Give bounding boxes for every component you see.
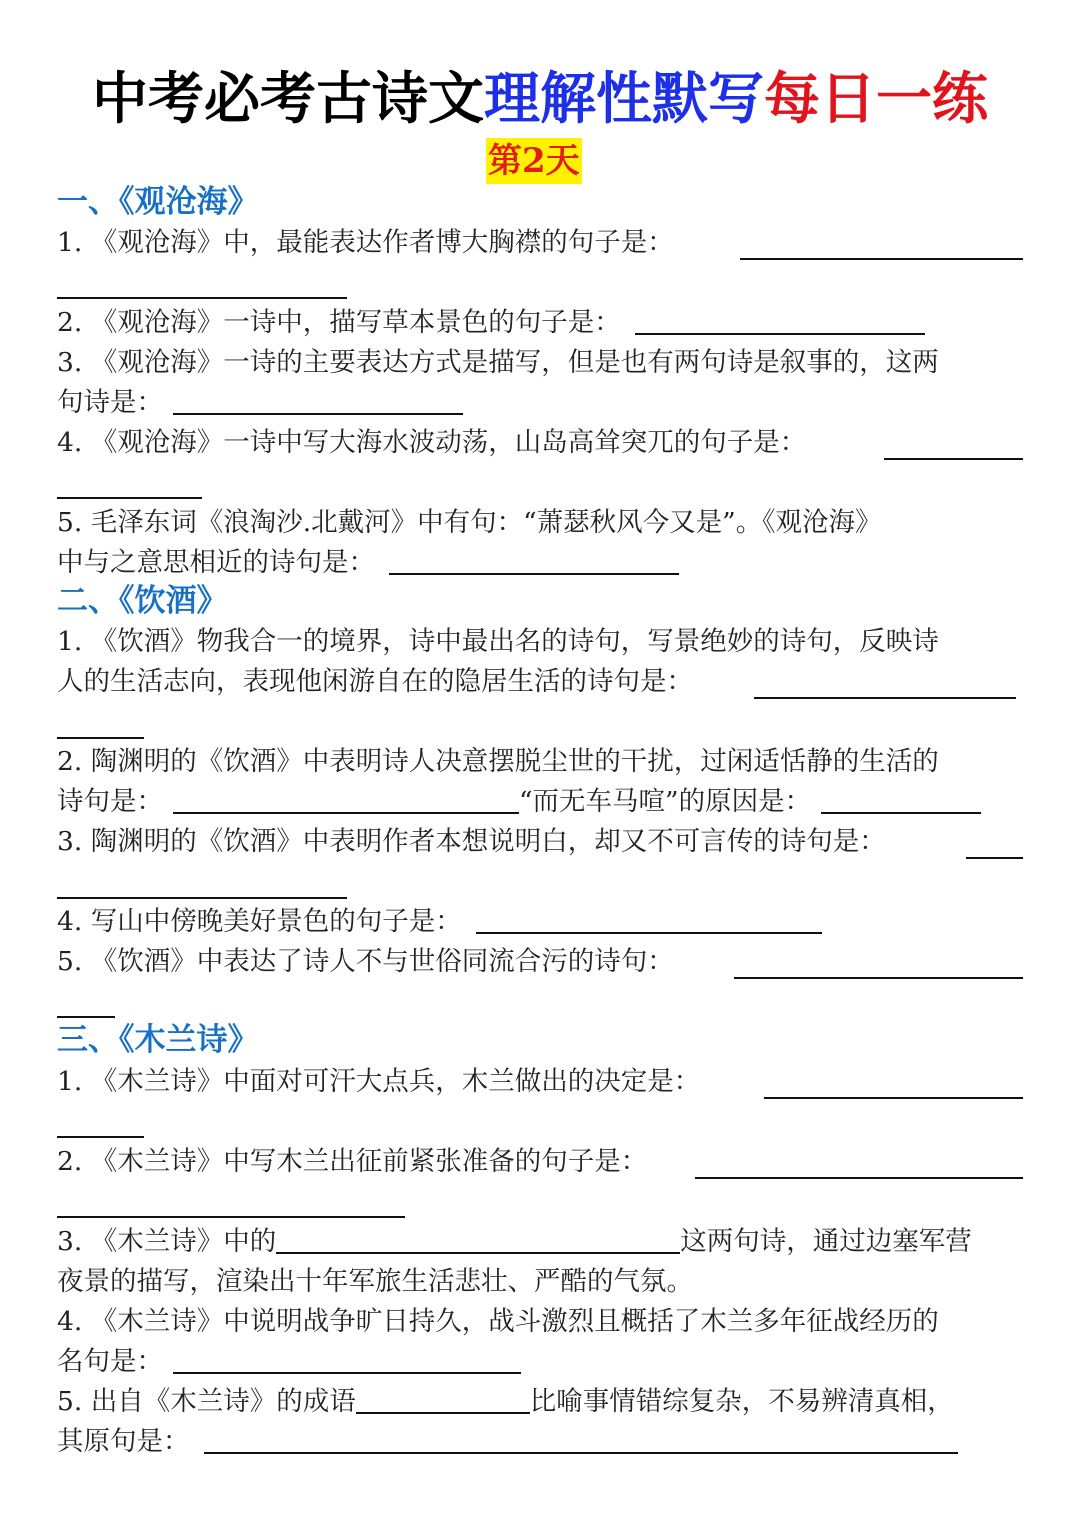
answer-blank[interactable] xyxy=(695,1177,1023,1179)
question-text: 5. 毛泽东词《浪淘沙.北戴河》中有句：“萧瑟秋风今又是”。《观沧海》 xyxy=(57,507,882,538)
question-line xyxy=(57,622,939,662)
answer-blank[interactable] xyxy=(356,1382,530,1414)
question-line xyxy=(57,543,679,583)
question-line xyxy=(57,1062,700,1102)
answer-blank[interactable] xyxy=(57,297,347,299)
question-text: 名句是： xyxy=(57,1346,163,1377)
page-title xyxy=(0,62,1080,138)
question-line xyxy=(57,902,822,942)
answer-blank[interactable] xyxy=(764,1097,1023,1099)
question-text: 3. 《木兰诗》中的 xyxy=(57,1226,277,1257)
question-line xyxy=(57,503,881,543)
day-badge: 第2天 xyxy=(486,138,582,184)
question-line xyxy=(57,1382,954,1422)
answer-blank[interactable] xyxy=(57,1016,115,1018)
question-text: 1. 《木兰诗》中面对可汗大点兵，木兰做出的决定是： xyxy=(57,1066,701,1097)
question-line xyxy=(57,1142,647,1182)
question-line xyxy=(57,1422,958,1462)
answer-blank[interactable] xyxy=(57,737,144,739)
section-heading: 一、《观沧海》 xyxy=(57,184,259,220)
question-text: 诗句是： xyxy=(57,786,163,817)
question-text: 3. 《观沧海》一诗的主要表达方式是描写，但是也有两句诗是叙事的，这两 xyxy=(57,347,939,378)
question-line xyxy=(57,1342,521,1382)
answer-blank[interactable] xyxy=(734,977,1023,979)
question-text: 4. 写山中傍晚美好景色的句子是： xyxy=(57,906,462,937)
question-line xyxy=(57,303,925,343)
question-text: 4. 《观沧海》一诗中写大海水波动荡，山岛高耸突兀的句子是： xyxy=(57,427,807,458)
question-line xyxy=(57,742,939,782)
answer-blank[interactable] xyxy=(966,857,1023,859)
question-text: 5. 出自《木兰诗》的成语 xyxy=(57,1386,356,1417)
title-part-blue: 理解性默写 xyxy=(484,67,764,132)
answer-blank[interactable] xyxy=(173,1342,521,1374)
question-line xyxy=(57,1222,972,1262)
answer-blank[interactable] xyxy=(276,1222,680,1254)
question-text: 比喻事情错综复杂，不易辨清真相， xyxy=(529,1386,954,1417)
question-text: “而无车马喧”的原因是： xyxy=(519,786,812,817)
answer-blank[interactable] xyxy=(476,902,822,934)
question-line xyxy=(57,662,693,702)
question-line xyxy=(57,383,463,423)
question-text: 句诗是： xyxy=(57,387,163,418)
answer-blank[interactable] xyxy=(173,782,519,814)
question-line xyxy=(57,343,939,383)
answer-blank[interactable] xyxy=(57,497,202,499)
question-text: 这两句诗，通过边塞军营 xyxy=(680,1226,972,1257)
question-text: 2. 陶渊明的《饮酒》中表明诗人决意摆脱尘世的干扰，过闲适恬静的生活的 xyxy=(57,746,939,777)
question-line xyxy=(57,1262,693,1302)
question-text: 4. 《木兰诗》中说明战争旷日持久，战斗激烈且概括了木兰多年征战经历的 xyxy=(57,1306,939,1337)
answer-blank[interactable] xyxy=(57,897,347,899)
question-text: 2. 《木兰诗》中写木兰出征前紧张准备的句子是： xyxy=(57,1146,648,1177)
question-text: 其原句是： xyxy=(57,1426,190,1457)
section-heading: 二、《饮酒》 xyxy=(57,583,228,619)
answer-blank[interactable] xyxy=(204,1422,958,1454)
answer-blank[interactable] xyxy=(754,697,1016,699)
question-text: 夜景的描写，渲染出十年军旅生活悲壮、严酷的气氛。 xyxy=(57,1266,693,1297)
answer-blank[interactable] xyxy=(635,303,925,335)
section-heading: 三、《木兰诗》 xyxy=(57,1022,259,1058)
answer-blank[interactable] xyxy=(57,1136,144,1138)
answer-blank[interactable] xyxy=(821,782,981,814)
question-text: 中与之意思相近的诗句是： xyxy=(57,547,375,578)
question-line xyxy=(57,423,806,463)
answer-blank[interactable] xyxy=(173,383,463,415)
question-text: 3. 陶渊明的《饮酒》中表明作者本想说明白，却又不可言传的诗句是： xyxy=(57,826,886,857)
question-line xyxy=(57,822,886,862)
question-text: 1. 《观沧海》中，最能表达作者博大胸襟的句子是： xyxy=(57,227,674,258)
question-text: 人的生活志向，表现他闲游自在的隐居生活的诗句是： xyxy=(57,666,693,697)
question-line xyxy=(57,223,674,263)
question-line xyxy=(57,782,981,822)
question-text: 5. 《饮酒》中表达了诗人不与世俗同流合污的诗句： xyxy=(57,946,674,977)
answer-blank[interactable] xyxy=(884,458,1023,460)
title-part-red: 每日一练 xyxy=(764,67,988,132)
question-line xyxy=(57,942,674,982)
answer-blank[interactable] xyxy=(740,258,1023,260)
answer-blank[interactable] xyxy=(389,543,679,575)
title-part-black: 中考必考古诗文 xyxy=(92,67,484,132)
question-text: 2. 《观沧海》一诗中，描写草本景色的句子是： xyxy=(57,307,621,338)
question-text: 1. 《饮酒》物我合一的境界，诗中最出名的诗句，写景绝妙的诗句，反映诗 xyxy=(57,626,939,657)
answer-blank[interactable] xyxy=(57,1216,405,1218)
question-line xyxy=(57,1302,939,1342)
